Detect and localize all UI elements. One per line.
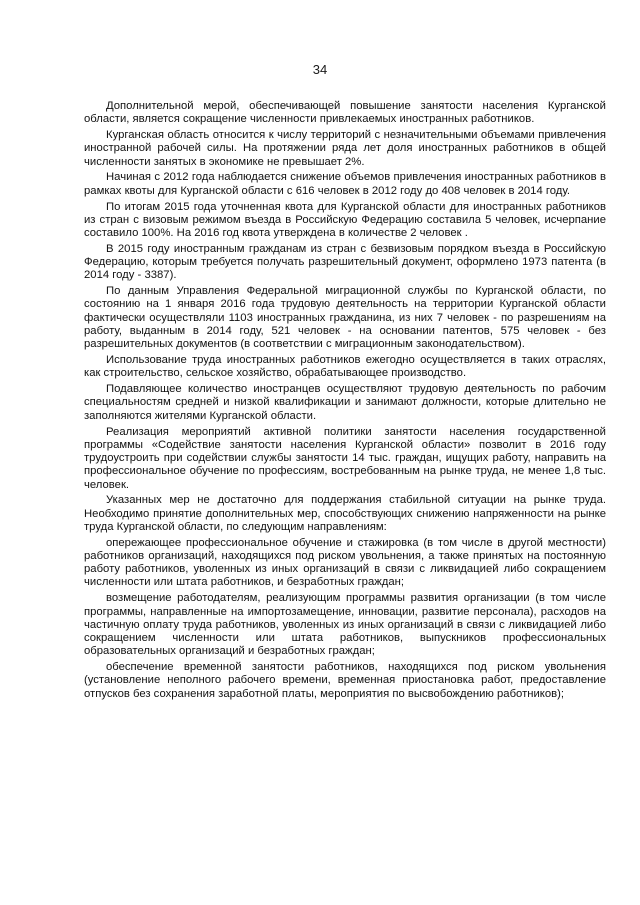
paragraph: Указанных мер не достаточно для поддержания стабильной ситуации на рынке труда. Необходимо принятие дополнительных мер, способствующих снижению напряженности на рынке труда Курганской области, по следующим направлениям: xyxy=(84,494,606,533)
paragraph: Подавляющее количество иностранцев осуществляют трудовую деятельность по рабочим специальностям средней и низкой квалификации и занимают должности, которые длительно не заполняются жителями Курганской области. xyxy=(84,383,606,422)
paragraph: По итогам 2015 года уточненная квота для Курганской области для иностранных работников из стран с визовым режимом въезда в Российскую Федерацию составила 5 человек, исчерпание составило 100%. На 2016 год квота утверждена в количестве 2 человек . xyxy=(84,200,606,240)
paragraph: По данным Управления Федеральной миграционной службы по Курганской области, по состоянию на 1 января 2016 года трудовую деятельность на территории Курганской области фактически осуществляли 1103 иностранных гражданина, из них 7 человек - по разрешениям на работу, выданным в 2014 году, 521 человек - на основании патентов, 575 человек - без разрешительных документов (в соответствии с миграционным законодательством). xyxy=(84,285,606,351)
list-item-paragraph: опережающее профессиональное обучение и стажировка (в том числе в другой местности) работников организаций, находящихся под риском увольнения, а также принятых на постоянную работу работников, уволенных из иных организаций в связи с ликвидацией либо сокращением численности или штата работников, и безработных граждан; xyxy=(84,536,606,589)
paragraph: Реализация мероприятий активной политики занятости населения государственной программы «Содействие занятости населения Курганской области» позволит в 2016 году трудоустроить при содействии службы занятости 14 тыс. граждан, ищущих работу, направить на профессиональное обучение по профессиям, востребованным на рынке труда, не менее 1,8 тыс. человек. xyxy=(84,425,606,491)
page-number: 34 xyxy=(312,62,328,77)
body-text xyxy=(84,100,606,701)
paragraph: Курганская область относится к числу территорий с незначительными объемами привлечения иностранной рабочей силы. На протяжении ряда лет доля иностранных работников в общей численности занятых в экономике не превышает 2%. xyxy=(84,129,606,168)
paragraph: В 2015 году иностранным гражданам из стран с безвизовым порядком въезда в Российскую Федерацию, которым требуется получать разрешительный документ, оформлено 1973 патента (в 2014 году - 3387). xyxy=(84,242,606,282)
paragraph: Начиная с 2012 года наблюдается снижение объемов привлечения иностранных работников в рамках квоты для Курганской области с 616 человек в 2012 году до 408 человек в 2014 году. xyxy=(84,171,606,197)
list-item-paragraph: возмещение работодателям, реализующим программы развития организации (в том числе программы, направленные на импортозамещение, инновации, развитие персонала), расходов на частичную оплату труда работников, уволенных из иных организаций в связи с ликвидацией либо сокращением численности или штата работников, выпускников профессиональных образовательных организаций и безработных граждан; xyxy=(84,592,606,658)
paragraph: Использование труда иностранных работников ежегодно осуществляется в таких отраслях, как строительство, сельское хозяйство, обрабатывающее производство. xyxy=(84,354,606,380)
paragraph: Дополнительной мерой, обеспечивающей повышение занятости населения Курганской области, является сокращение численности привлекаемых иностранных работников. xyxy=(84,100,606,126)
list-item-paragraph: обеспечение временной занятости работников, находящихся под риском увольнения (установление неполного рабочего времени, временная приостановка работ, предоставление отпусков без сохранения заработной платы, мероприятия по высвобождению работников); xyxy=(84,661,606,700)
